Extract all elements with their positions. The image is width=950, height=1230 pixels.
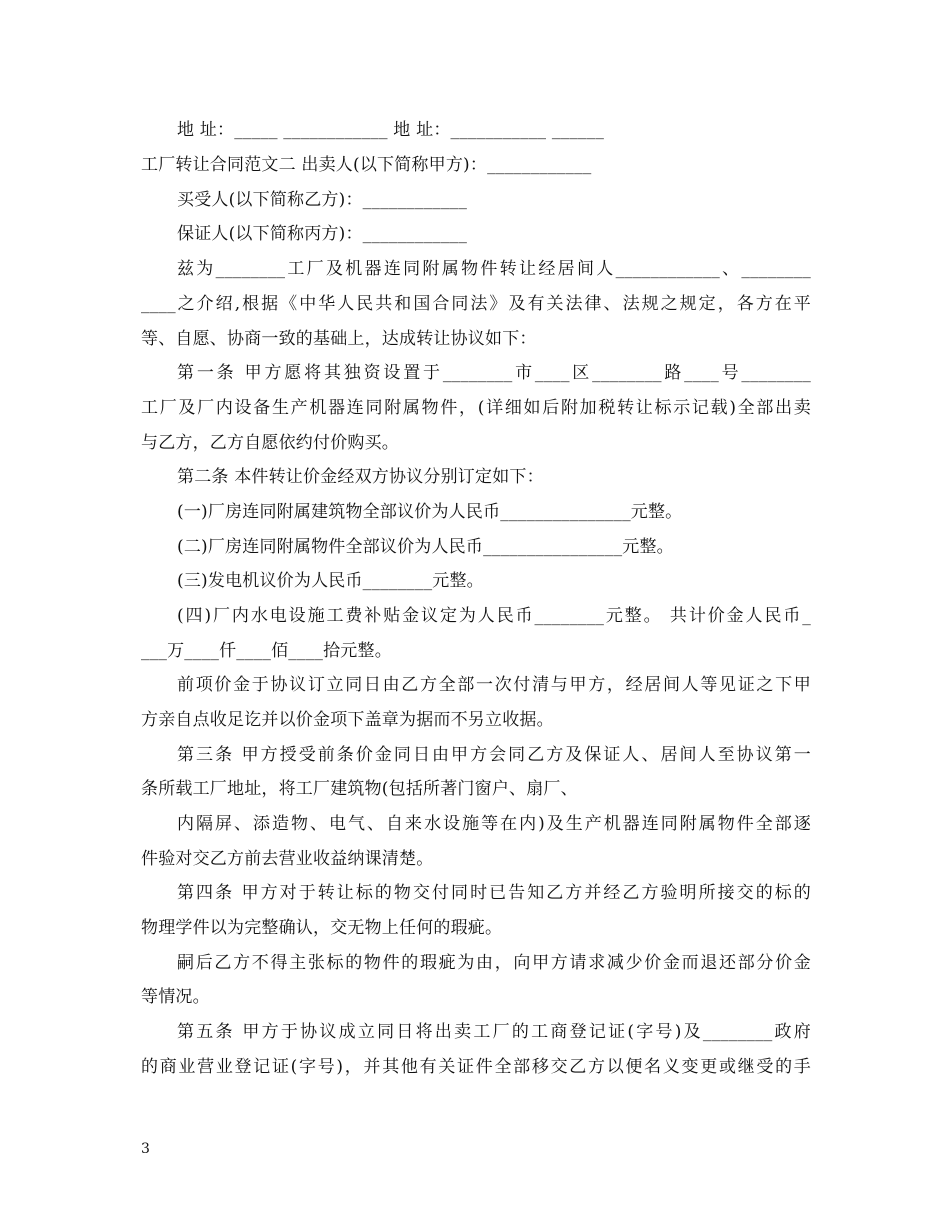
- article-2-item-1: (一)厂房连同附属建筑物全部议价为人民币_______________元整。: [177, 502, 683, 522]
- preamble-line-3: 等、自愿、协商一致的基础上，达成转让协议如下：: [141, 329, 537, 349]
- article-3-line-4: 件验对交乙方前去营业收益纳课清楚。: [141, 849, 434, 869]
- article-4-line-1: 第四条 甲方对于转让标的物交付同时已告知乙方并经乙方验明所接交的标的: [177, 883, 811, 903]
- article-2-item-4: (四)厂内水电设施工费补贴金议定为人民币________元整。 共计价金人民币_: [177, 606, 811, 626]
- guarantor-line: 保证人(以下简称丙方)：____________: [177, 224, 468, 244]
- article-3-line-3: 内隔屏、添造物、电气、自来水设施等在内)及生产机器连同附属物件全部逐: [177, 814, 811, 834]
- article-2-heading: 第二条 本件转让价金经双方协议分别订定如下：: [177, 467, 544, 487]
- article-1-line-1: 第一条 甲方愿将其独资设置于________市____区________路____号________: [177, 363, 811, 383]
- article-3-line-2: 条所载工厂地址，将工厂建筑物(包括所著门窗户、扇厂、: [141, 779, 578, 799]
- preamble-line-1: 兹为________工厂及机器连同附属物件转让经居间人____________、________: [177, 259, 811, 279]
- page-number: 3: [141, 1141, 150, 1157]
- payment-line-1: 前项价金于协议订立同日由乙方全部一次付清与甲方，经居间人等见证之下甲: [177, 675, 811, 695]
- article-5-line-1: 第五条 甲方于协议成立同日将出卖工厂的工商登记证(字号)及________政府: [177, 1022, 811, 1042]
- article-1-line-3: 与乙方，乙方自愿依约付价购买。: [141, 433, 399, 453]
- article-2-item-2: (二)厂房连同附属物件全部议价为人民币________________元整。: [177, 537, 674, 557]
- article-2-item-3: (三)发电机议价为人民币________元整。: [177, 571, 484, 591]
- defect-line-2: 等情况。: [141, 987, 210, 1007]
- buyer-line: 买受人(以下简称乙方)：____________: [177, 190, 468, 210]
- article-2-total: ___万____仟____佰____拾元整。: [141, 641, 392, 661]
- article-1-line-2: 工厂及厂内设备生产机器连同附属物件，(详细如后附加税转让标示记载)全部出卖: [141, 398, 811, 418]
- defect-line-1: 嗣后乙方不得主张标的物件的瑕疵为由，向甲方请求减少价金而退还部分价金: [177, 953, 811, 973]
- title-seller-line: 工厂转让合同范文二 出卖人(以下简称甲方)：____________: [141, 155, 592, 175]
- article-4-line-2: 物理学件以为完整确认，交无物上任何的瑕疵。: [141, 918, 503, 938]
- article-3-line-1: 第三条 甲方授受前条价金同日由甲方会同乙方及保证人、居间人至协议第一: [177, 745, 811, 765]
- address-line: 地 址：_____ ____________ 地 址：___________ ______: [177, 120, 605, 140]
- preamble-line-2: ____之介绍,根据《中华人民共和国合同法》及有关法律、法规之规定，各方在平: [141, 294, 811, 314]
- payment-line-2: 方亲自点收足讫并以价金项下盖章为据而不另立收据。: [141, 710, 554, 730]
- article-5-line-2: 的商业营业登记证(字号)，并其他有关证件全部移交乙方以便名义变更或继受的手: [141, 1057, 811, 1077]
